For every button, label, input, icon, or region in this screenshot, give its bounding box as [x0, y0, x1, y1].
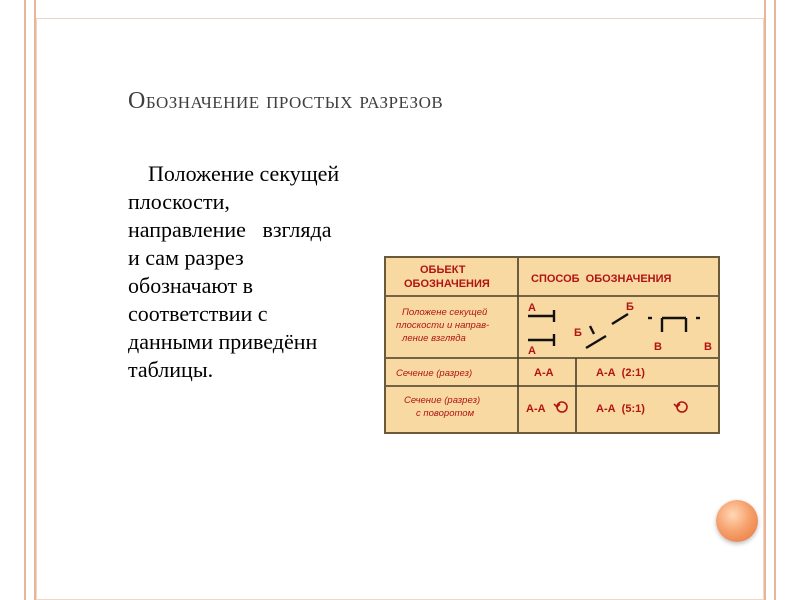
frame-right-border [764, 0, 776, 600]
row1-label-line3: ление взгляда [402, 333, 466, 344]
letter-b-bottom: Б [574, 327, 582, 339]
row2-value-1: А-А [534, 367, 554, 379]
letter-a-bottom: А [528, 345, 536, 357]
body-line-4: и сам разрез [128, 245, 244, 270]
row2-label: Сечение (разрез) [396, 368, 473, 379]
header-col1-line1: ОБЬЕКТ [420, 264, 466, 276]
body-line-3: направление взгляда [128, 217, 332, 242]
letter-b-top: Б [626, 301, 634, 313]
row3-value-2: А-А (5:1) [596, 403, 645, 415]
row2-value-2: А-А (2:1) [596, 367, 645, 379]
section-symbol-aa [528, 310, 554, 346]
section-symbol-vv [648, 318, 700, 332]
rotation-icon-2 [674, 402, 687, 412]
section-symbol-bb [586, 314, 628, 348]
designation-table-svg [386, 258, 718, 432]
header-col2: СПОСОБ ОБОЗНАЧЕНИЯ [531, 273, 672, 285]
row1-label-line2: плоскости и направ- [396, 320, 490, 331]
row3-value-1: А-А [526, 403, 546, 415]
letter-a-top: А [528, 302, 536, 314]
letter-v-left: В [654, 341, 662, 353]
row3-label-line2: с поворотом [416, 408, 475, 419]
body-line-5: обозначают в [128, 273, 254, 298]
row1-label-line1: Положене секущей [402, 307, 488, 318]
body-line-7: данными приведённ [128, 329, 318, 354]
header-col1-line2: ОБОЗНАЧЕНИЯ [404, 278, 490, 290]
row3-label-line1: Сечение (разрез) [404, 395, 481, 406]
body-line-2: плоскости, [128, 189, 230, 214]
body-line-6: соответствии с [128, 301, 268, 326]
slide-title: Обозначение простых разрезов [128, 88, 444, 114]
letter-v-right: В [704, 341, 712, 353]
rotation-icon-1 [554, 402, 567, 412]
body-line-8: таблицы. [128, 357, 214, 382]
frame-left-border [24, 0, 36, 600]
designation-table-image [384, 256, 720, 434]
decorative-orb-icon [716, 500, 758, 542]
body-text [128, 160, 390, 400]
body-line-1: Положение секущей [148, 161, 340, 186]
